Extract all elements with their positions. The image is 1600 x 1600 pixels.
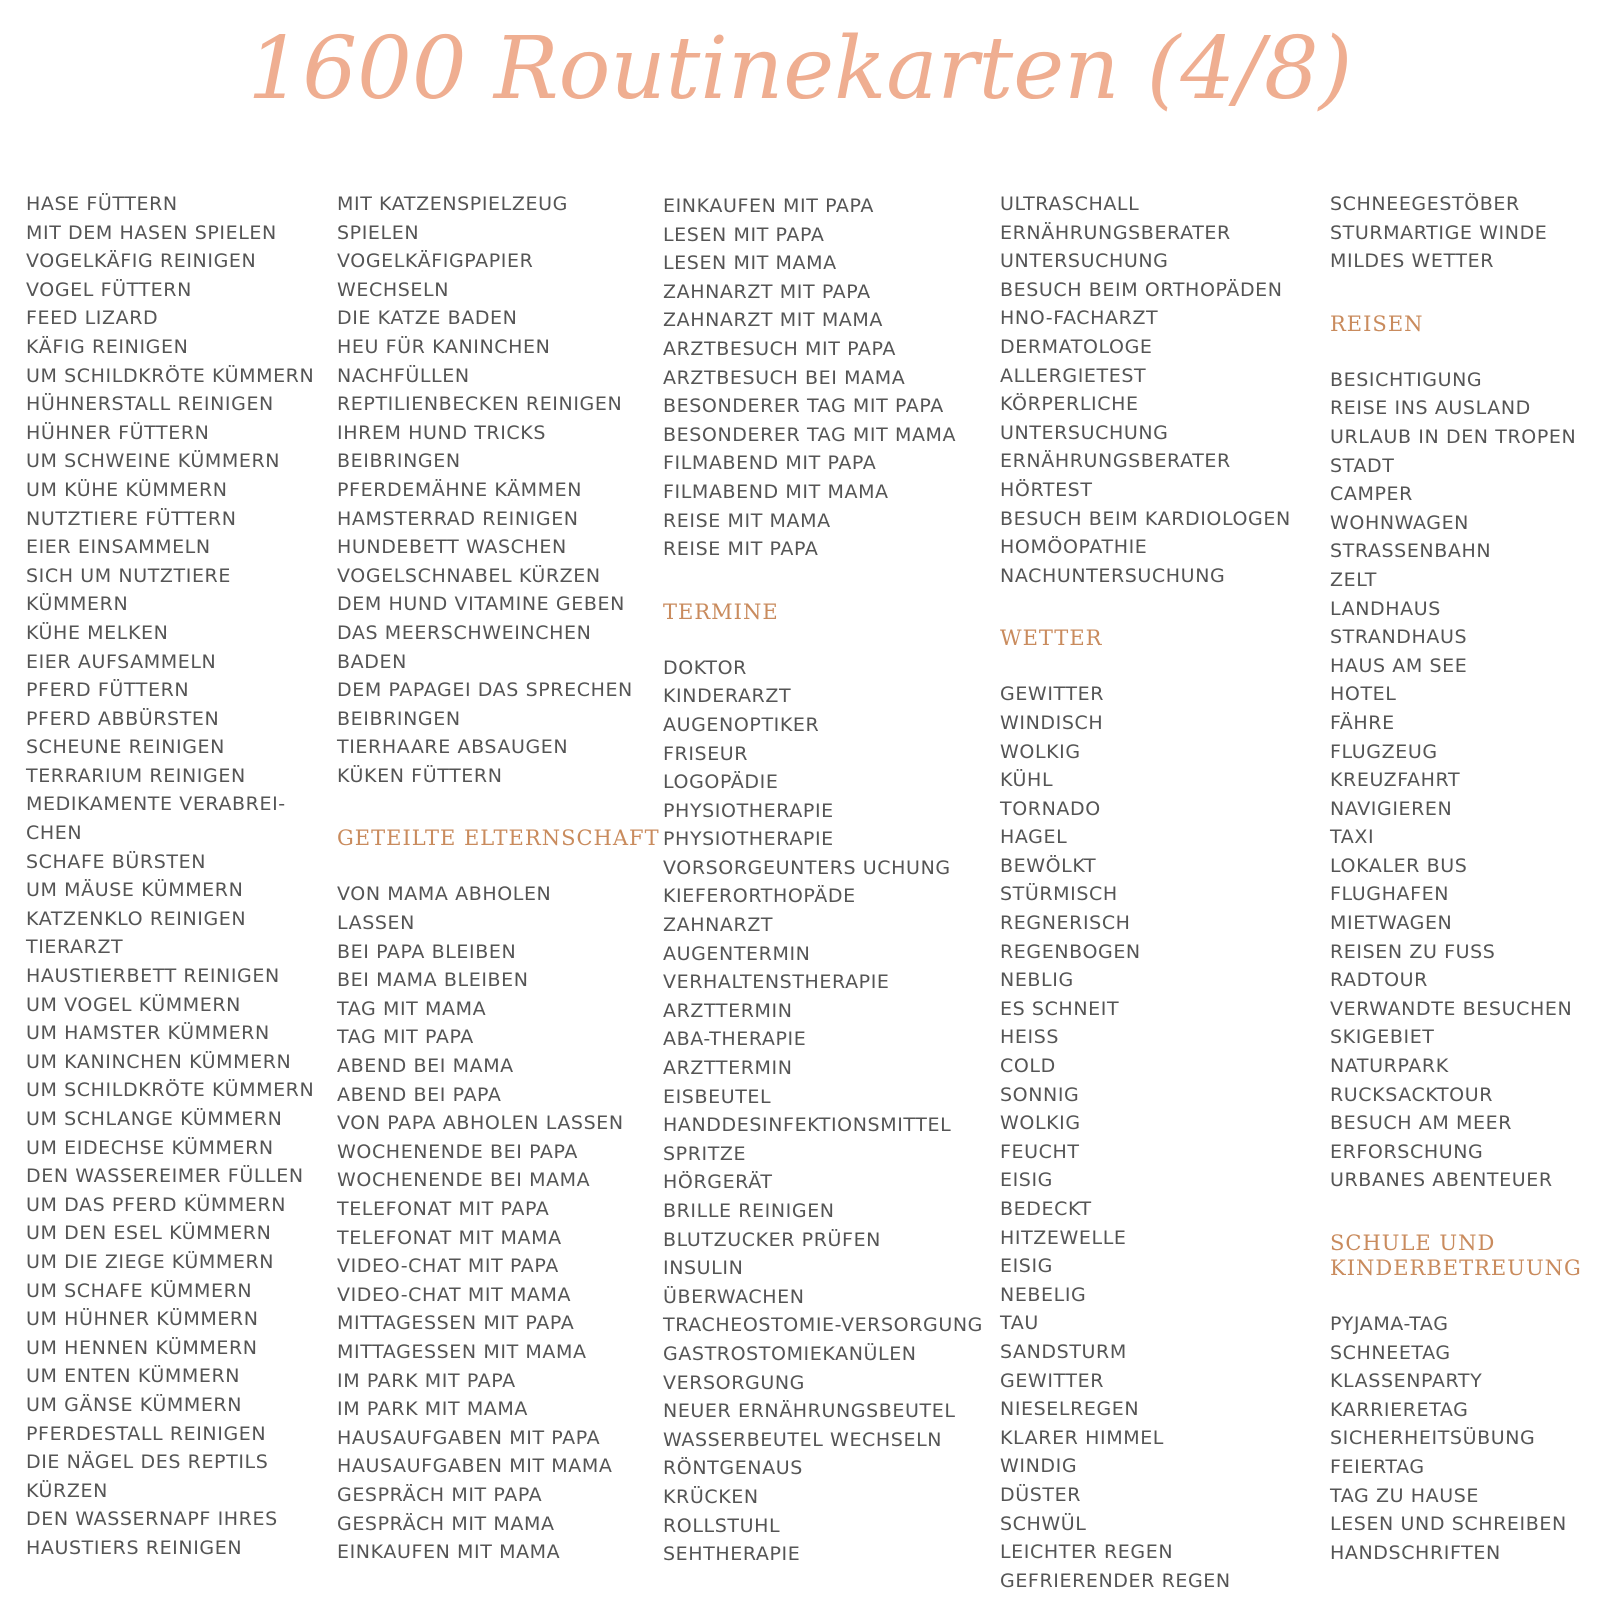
routine-list [1330,190,1582,276]
list-item: GEFRIERENDER REGEN [1000,1569,1231,1592]
list-item: FEIERTAG [1330,1455,1425,1478]
list-item: MIT DEM HASEN SPIELEN [26,221,277,244]
routine-list [663,192,983,564]
list-item: VERWANDTE BESUCHEN [1330,997,1573,1020]
column-1 [26,190,314,1563]
list-item: KLASSENPARTY [1330,1370,1483,1393]
list-item: FEED LIZARD [26,307,159,330]
list-item: WOHNWAGEN [1330,511,1469,534]
list-item: HANDDESINFEKTIONSMITTEL [663,1114,952,1137]
list-item: KÜHE MELKEN [26,621,169,644]
list-item: AUGENOPTIKER [663,713,820,736]
section-heading-geteilte-elternschaft: GETEILTE ELTERNSCHAFT [337,826,660,851]
list-item: DEN WASSERNAPF IHRES [26,1508,278,1531]
list-item: TELEFONAT MIT MAMA [337,1226,562,1249]
list-item: EINKAUFEN MIT PAPA [663,195,874,217]
routine-list [337,880,660,1566]
column-4 [1000,190,1291,1595]
list-item: VON PAPA ABHOLEN LASSEN [337,1112,624,1135]
list-item: DIE NÄGEL DES REPTILS [26,1451,269,1474]
list-item: FLUGZEUG [1330,740,1438,763]
list-item: UM SCHLANGE KÜMMERN [26,1108,283,1130]
list-item: LESEN MIT PAPA [663,223,825,246]
list-item: ZELT [1330,568,1377,591]
list-item: EISIG [1000,1255,1053,1278]
list-item: COLD [1000,1055,1056,1078]
list-item: IM PARK MIT MAMA [337,1398,528,1421]
list-item: GEWITTER [1000,1369,1105,1392]
list-item: BADEN [337,650,407,673]
list-item: HOMÖOPATHIE [1000,536,1148,559]
list-item: ERNÄHRUNGSBERATER [1000,450,1231,473]
list-item: HEU FÜR KANINCHEN [337,335,551,358]
list-item: PYJAMA-TAG [1330,1313,1449,1335]
list-item: UM SCHWEINE KÜMMERN [26,450,281,473]
list-item: TRACHEOSTOMIE-VERSORGUNG [663,1314,983,1337]
list-item: MIT KATZENSPIELZEUG [337,193,568,215]
list-item: UM DIE ZIEGE KÜMMERN [26,1250,275,1273]
list-item: VERSORGUNG [663,1371,805,1394]
routine-list [1330,1310,1582,1567]
list-item: LOKALER BUS [1330,854,1468,877]
list-item: FÄHRE [1330,711,1395,734]
list-item: HAUS AM SEE [1330,654,1468,677]
list-item: REISE MIT MAMA [663,509,831,532]
list-item: VOGELKÄFIG REINIGEN [26,250,257,273]
list-item: LESEN UND SCHREIBEN [1330,1513,1567,1536]
list-item: STADT [1330,454,1395,477]
list-item: MEDIKAMENTE VERABREI- [26,793,286,816]
routine-list [663,654,983,1569]
list-item: RÖNTGENAUS [663,1457,803,1480]
list-item: EIER EINSAMMELN [26,536,211,559]
list-item: NEUER ERNÄHRUNGSBEUTEL [663,1400,956,1423]
list-item: PFERDEMÄHNE KÄMMEN [337,478,583,501]
list-item: RUCKSACKTOUR [1330,1083,1494,1106]
list-item: ULTRASCHALL [1000,193,1140,215]
list-item: UM KÜHE KÜMMERN [26,478,228,501]
list-item: BESUCH AM MEER [1330,1112,1513,1135]
list-item: FILMABEND MIT MAMA [663,480,889,503]
list-item: UM HÜHNER KÜMMERN [26,1308,259,1331]
list-item: STÜRMISCH [1000,883,1118,906]
list-item: ÜBERWACHEN [663,1285,805,1308]
list-item: TORNADO [1000,797,1101,820]
list-item: ARZTBESUCH MIT PAPA [663,337,896,360]
list-item: NACHFÜLLEN [337,364,470,387]
list-item: LASSEN [337,912,415,935]
list-item: NIESELREGEN [1000,1398,1140,1421]
list-item: ABA-THERAPIE [663,1028,807,1051]
list-item: MITTAGESSEN MIT PAPA [337,1312,575,1335]
section-heading-termine: TERMINE [663,599,779,624]
list-item: UM GÄNSE KÜMMERN [26,1393,243,1416]
list-item: DIE KATZE BADEN [337,307,518,330]
list-item: SPIELEN [337,221,420,244]
list-item: KÜKEN FÜTTERN [337,764,503,787]
list-item: TIERHAARE ABSAUGEN [337,736,569,759]
list-item: KÜMMERN [26,593,129,616]
list-item: SCHAFE BÜRSTEN [26,850,207,873]
section-heading-wetter: WETTER [1000,626,1103,651]
list-item: HAUSAUFGABEN MIT MAMA [337,1455,613,1478]
list-item: HNO-FACHARZT [1000,307,1159,330]
list-item: HAUSTIERS REINIGEN [26,1536,243,1559]
section-heading-line: SCHULE UND [1330,1231,1496,1255]
list-item: BEIBRINGEN [337,450,461,473]
list-item: HUNDEBETT WASCHEN [337,536,567,559]
list-item: WOCHENENDE BEI MAMA [337,1169,591,1192]
list-item: VIDEO-CHAT MIT MAMA [337,1283,572,1306]
list-item: HÖRTEST [1000,478,1093,501]
routine-list [1330,366,1582,1195]
routine-list [26,190,314,1563]
page-title: 1600 Routinekarten (4/8) [247,19,1353,119]
list-item: BESICHTIGUNG [1330,368,1483,391]
list-item: NACHUNTERSUCHUNG [1000,564,1226,587]
list-item: INSULIN [663,1257,744,1280]
list-item: MIETWAGEN [1330,912,1453,935]
list-item: UM SCHILDKRÖTE KÜMMERN [26,364,315,387]
column-2 [337,190,660,1567]
list-item: HÜHNERSTALL REINIGEN [26,393,274,416]
list-item: DÜSTER [1000,1483,1082,1506]
list-item: ABEND BEI PAPA [337,1083,502,1106]
list-item: REGNERISCH [1000,912,1131,935]
section-heading-schule [1330,1231,1582,1281]
routine-list [1000,680,1291,1595]
list-item: ROLLSTUHL [663,1514,781,1537]
list-item: TAG MIT MAMA [337,997,487,1020]
list-item: ES SCHNEIT [1000,997,1120,1020]
list-item: GESPRÄCH MIT MAMA [337,1512,555,1535]
list-item: LANDHAUS [1330,597,1441,620]
list-item: ABEND BEI MAMA [337,1055,514,1078]
list-item: UM SCHILDKRÖTE KÜMMERN [26,1079,315,1102]
list-item: HAGEL [1000,826,1068,849]
routine-list [1000,190,1291,590]
list-item: SPRITZE [663,1142,747,1165]
list-item: WASSERBEUTEL WECHSELN [663,1428,943,1451]
list-item: RADTOUR [1330,969,1428,992]
list-item: UM VOGEL KÜMMERN [26,993,241,1016]
list-item: UM EIDECHSE KÜMMERN [26,1136,274,1159]
list-item: SCHNEETAG [1330,1341,1451,1364]
column-3 [663,192,983,1569]
list-item: UM DEN ESEL KÜMMERN [26,1222,272,1245]
list-item: TAG MIT PAPA [337,1026,474,1049]
list-item: SONNIG [1000,1083,1080,1106]
list-item: ARZTTERMIN [663,999,793,1022]
list-item: EISBEUTEL [663,1085,772,1108]
list-item: STRANDHAUS [1330,626,1468,649]
section-heading-line: KINDERBETREUUNG [1330,1256,1582,1280]
list-item: KÖRPERLICHE [1000,393,1139,416]
list-item: TELEFONAT MIT PAPA [337,1198,550,1220]
column-5 [1330,190,1582,1567]
list-item: FILMABEND MIT PAPA [663,452,877,475]
list-item: KIEFERORTHOPÄDE [663,885,856,908]
list-item: LESEN MIT MAMA [663,252,837,275]
list-item: HAUSAUFGABEN MIT PAPA [337,1426,601,1449]
list-item: PFERD ABBÜRSTEN [26,707,220,730]
list-item: LOGOPÄDIE [663,771,779,794]
list-item: REPTILIENBECKEN REINIGEN [337,393,623,416]
list-item: KLARER HIMMEL [1000,1426,1164,1449]
list-item: EINKAUFEN MIT MAMA [337,1541,561,1564]
list-item: KARRIERETAG [1330,1398,1469,1421]
list-item: PFERDESTALL REINIGEN [26,1422,267,1445]
list-item: KÜHL [1000,769,1054,792]
list-item: VOGELKÄFIGPAPIER [337,250,534,273]
list-item: NUTZTIERE FÜTTERN [26,507,237,530]
list-item: HAMSTERRAD REINIGEN [337,507,579,530]
list-item: HANDSCHRIFTEN [1330,1541,1501,1564]
list-item: FEUCHT [1000,1140,1080,1163]
list-item: BESUCH BEIM ORTHOPÄDEN [1000,278,1283,301]
routine-list [337,190,660,790]
list-item: GESPRÄCH MIT PAPA [337,1483,543,1506]
section-heading-reisen: REISEN [1330,311,1424,336]
list-item: ARZTTERMIN [663,1057,793,1080]
list-item: LEICHTER REGEN [1000,1541,1174,1564]
list-item: BRILLE REINIGEN [663,1200,835,1222]
list-item: HEISS [1000,1026,1060,1049]
list-item: URBANES ABENTEUER [1330,1169,1553,1192]
list-item: MITTAGESSEN MIT MAMA [337,1340,587,1363]
list-item: EIER AUFSAMMELN [26,650,217,673]
list-item: VOGEL FÜTTERN [26,278,192,301]
list-item: SCHNEEGESTÖBER [1330,193,1520,215]
list-item: STURMARTIGE WINDE [1330,221,1548,244]
list-item: SCHWÜL [1000,1512,1087,1535]
list-item: WINDIG [1000,1455,1078,1478]
list-item: REISE INS AUSLAND [1330,397,1531,420]
list-item: ZAHNARZT MIT MAMA [663,309,883,332]
list-item: BEI PAPA BLEIBEN [337,940,517,963]
list-item: HAUSTIERBETT REINIGEN [26,965,280,988]
list-item: SKIGEBIET [1330,1026,1435,1049]
list-item: BEIBRINGEN [337,707,461,730]
list-item: UM KANINCHEN KÜMMERN [26,1050,292,1073]
list-item: BEWÖLKT [1000,854,1097,877]
list-item: VON MAMA ABHOLEN [337,883,552,906]
list-item: TAXI [1330,826,1375,849]
list-item: PFERD FÜTTERN [26,679,190,702]
list-item: NAVIGIEREN [1330,797,1453,820]
list-item: DEM HUND VITAMINE GEBEN [337,593,625,616]
list-item: IHREM HUND TRICKS [337,421,547,444]
list-item: UNTERSUCHUNG [1000,421,1169,444]
list-item: WINDISCH [1000,711,1104,734]
list-item: VORSORGEUNTERS UCHUNG [663,856,951,879]
list-item: ZAHNARZT MIT PAPA [663,280,871,303]
list-item: REISEN ZU FUSS [1330,940,1496,963]
list-item: REGENBOGEN [1000,940,1141,963]
list-item: KÄFIG REINIGEN [26,335,189,358]
list-item: TAG ZU HAUSE [1330,1484,1479,1507]
list-item: HOTEL [1330,683,1397,706]
list-item: NEBELIG [1000,1283,1087,1306]
list-item: WECHSELN [337,278,450,301]
list-item: TERRARIUM REINIGEN [26,764,246,787]
list-item: UM SCHAFE KÜMMERN [26,1279,253,1302]
list-item: SCHEUNE REINIGEN [26,736,225,759]
list-item: UM ENTEN KÜMMERN [26,1365,241,1388]
list-item: VERHALTENSTHERAPIE [663,971,890,994]
list-item: PHYSIOTHERAPIE [663,828,834,851]
list-item: UM MÄUSE KÜMMERN [26,879,244,902]
list-item: UM DAS PFERD KÜMMERN [26,1193,287,1216]
list-item: REISE MIT PAPA [663,538,819,561]
list-item: GEWITTER [1000,683,1105,706]
list-item: SICH UM NUTZTIERE [26,564,231,587]
list-item: UNTERSUCHUNG [1000,250,1169,273]
list-item: BESUCH BEIM KARDIOLOGEN [1000,507,1291,530]
list-item: UM HAMSTER KÜMMERN [26,1022,270,1045]
list-item: ERFORSCHUNG [1330,1140,1484,1163]
list-item: WOLKIG [1000,740,1081,763]
list-item: ERNÄHRUNGSBERATER [1000,221,1231,244]
list-item: KÜRZEN [26,1479,108,1502]
list-item: AUGENTERMIN [663,942,811,965]
list-item: KATZENKLO REINIGEN [26,907,247,930]
list-item: VOGELSCHNABEL KÜRZEN [337,564,601,587]
list-item: VIDEO-CHAT MIT PAPA [337,1255,559,1278]
list-item: SANDSTURM [1000,1340,1127,1363]
list-item: WOLKIG [1000,1112,1081,1135]
list-item: CHEN [26,822,83,845]
list-item: UM HENNEN KÜMMERN [26,1336,258,1359]
list-item: BESONDERER TAG MIT PAPA [663,395,944,418]
list-item: TIERARZT [26,936,124,959]
list-item: SEHTHERAPIE [663,1543,801,1566]
list-item: TAU [1000,1312,1039,1335]
list-item: KINDERARZT [663,685,792,708]
list-item: MILDES WETTER [1330,250,1494,273]
list-item: ALLERGIETEST [1000,364,1147,387]
list-item: DERMATOLOGE [1000,335,1153,358]
list-item: BESONDERER TAG MIT MAMA [663,423,957,446]
list-item: DOKTOR [663,656,747,679]
list-item: FRISEUR [663,742,749,765]
list-item: DEM PAPAGEI DAS SPRECHEN [337,679,633,702]
list-item: BEDECKT [1000,1198,1092,1220]
list-item: HASE FÜTTERN [26,193,178,215]
list-item: DEN WASSEREIMER FÜLLEN [26,1165,304,1188]
list-item: IM PARK MIT PAPA [337,1369,516,1392]
list-item: BEI MAMA BLEIBEN [337,969,529,992]
list-item: EISIG [1000,1169,1053,1192]
list-item: KREUZFAHRT [1330,769,1461,792]
list-item: PHYSIOTHERAPIE [663,799,834,822]
list-item: KRÜCKEN [663,1485,759,1508]
list-item: SICHERHEITSÜBUNG [1330,1427,1536,1450]
list-item: HÖRGERÄT [663,1171,773,1194]
list-item: CAMPER [1330,483,1413,506]
list-item: NEBLIG [1000,969,1074,992]
list-item: DAS MEERSCHWEINCHEN [337,621,592,644]
list-item: STRASSENBAHN [1330,540,1492,563]
list-item: URLAUB IN DEN TROPEN [1330,425,1577,448]
list-item: ARZTBESUCH BEI MAMA [663,366,906,389]
list-item: HITZEWELLE [1000,1226,1127,1249]
list-item: GASTROSTOMIEKANÜLEN [663,1342,917,1365]
list-item: ZAHNARZT [663,914,774,937]
list-item: HÜHNER FÜTTERN [26,421,210,444]
list-item: BLUTZUCKER PRÜFEN [663,1228,881,1251]
list-item: FLUGHAFEN [1330,883,1450,906]
list-item: WOCHENENDE BEI PAPA [337,1140,578,1163]
list-item: NATURPARK [1330,1055,1449,1078]
